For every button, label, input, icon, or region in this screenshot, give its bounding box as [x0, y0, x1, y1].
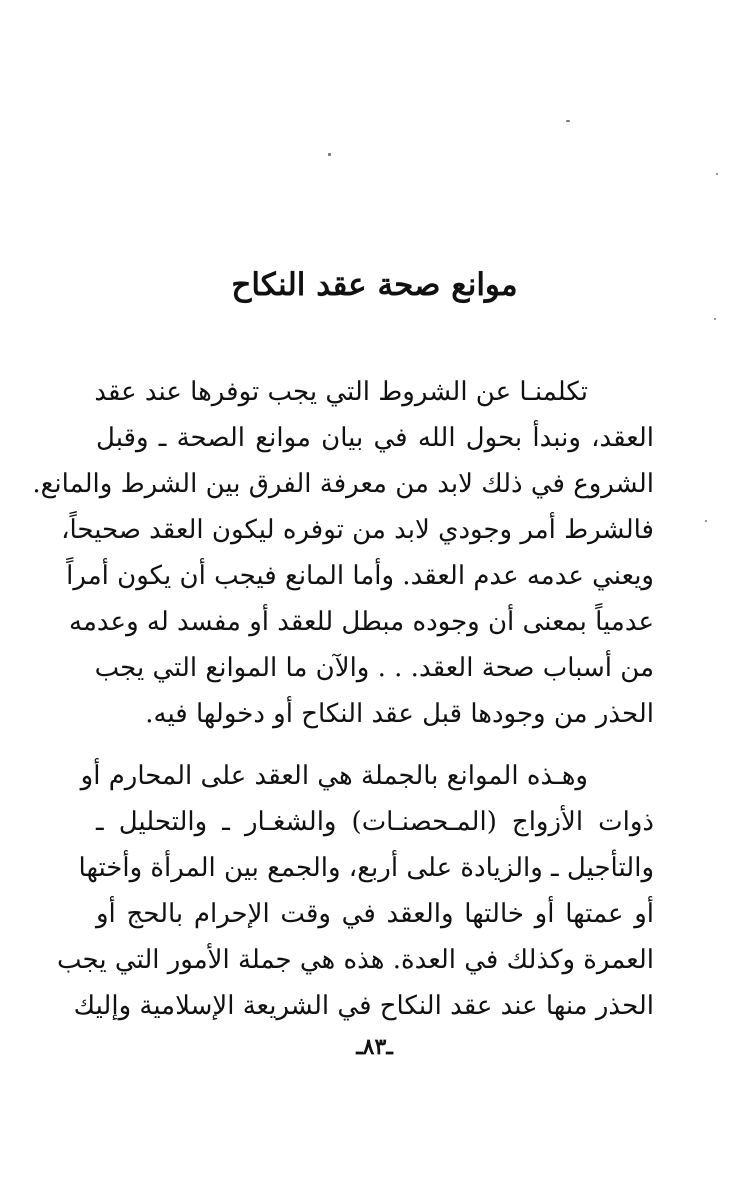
- text-line: الشروع في ذلك لابد من معرفة الفرق بين الشرط والمانع.: [32, 469, 654, 499]
- chapter-title: موانع صحة عقد النكاح: [231, 266, 518, 303]
- text-line: فالشرط أمر وجودي لابد من توفره ليكون العقد صحيحاً،: [61, 515, 654, 545]
- text-line: الحذر من وجودها قبل عقد النكاح أو دخولها فيه.: [145, 699, 654, 729]
- text-line: من أسباب صحة العقد. . . والآن ما الموانع التي يجب: [94, 653, 654, 683]
- paragraph: [32, 369, 654, 737]
- scan-speck: [328, 153, 331, 156]
- text-line: تكلمنـا عن الشروط التي يجب توفرها عند عقد: [94, 377, 588, 407]
- text-line: ويعني عدمه عدم العقد. وأما المانع فيجب أن يكون أمراً: [66, 561, 654, 591]
- page-number: ـ٨٣ـ: [356, 1034, 393, 1060]
- scan-speck: [566, 120, 570, 122]
- text-line: العمرة وكذلك في العدة. هذه هي جملة الأمور التي يجب: [57, 945, 654, 975]
- text-line: ذوات الأزواج (المـحصنـات) والشغـار ـ والتحليل ـ: [96, 807, 654, 837]
- text-line: أو عمتها أو خالتها والعقد في وقت الإحرام بالحج أو: [96, 899, 654, 929]
- text-line: الحذر منها عند عقد النكاح في الشريعة الإسلامية وإليك: [73, 991, 654, 1021]
- scan-speck: [716, 173, 718, 175]
- scan-speck: [714, 318, 716, 320]
- text-line: والتأجيل ـ والزيادة على أربع، والجمع بين المرأة وأختها: [78, 853, 654, 883]
- paragraph: [57, 753, 654, 1029]
- scan-speck: [705, 520, 707, 522]
- body-text: [32, 369, 654, 1029]
- text-line: العقد، ونبدأ بحول الله في بيان موانع الصحة ـ وقبل: [96, 423, 654, 453]
- text-line: وهـذه الموانع بالجملة هي العقد على المحارم أو: [80, 761, 588, 791]
- text-line: عدمياً بمعنى أن وجوده مبطل للعقد أو مفسد له وعدمه: [69, 607, 654, 637]
- paragraph-gap: [96, 737, 654, 753]
